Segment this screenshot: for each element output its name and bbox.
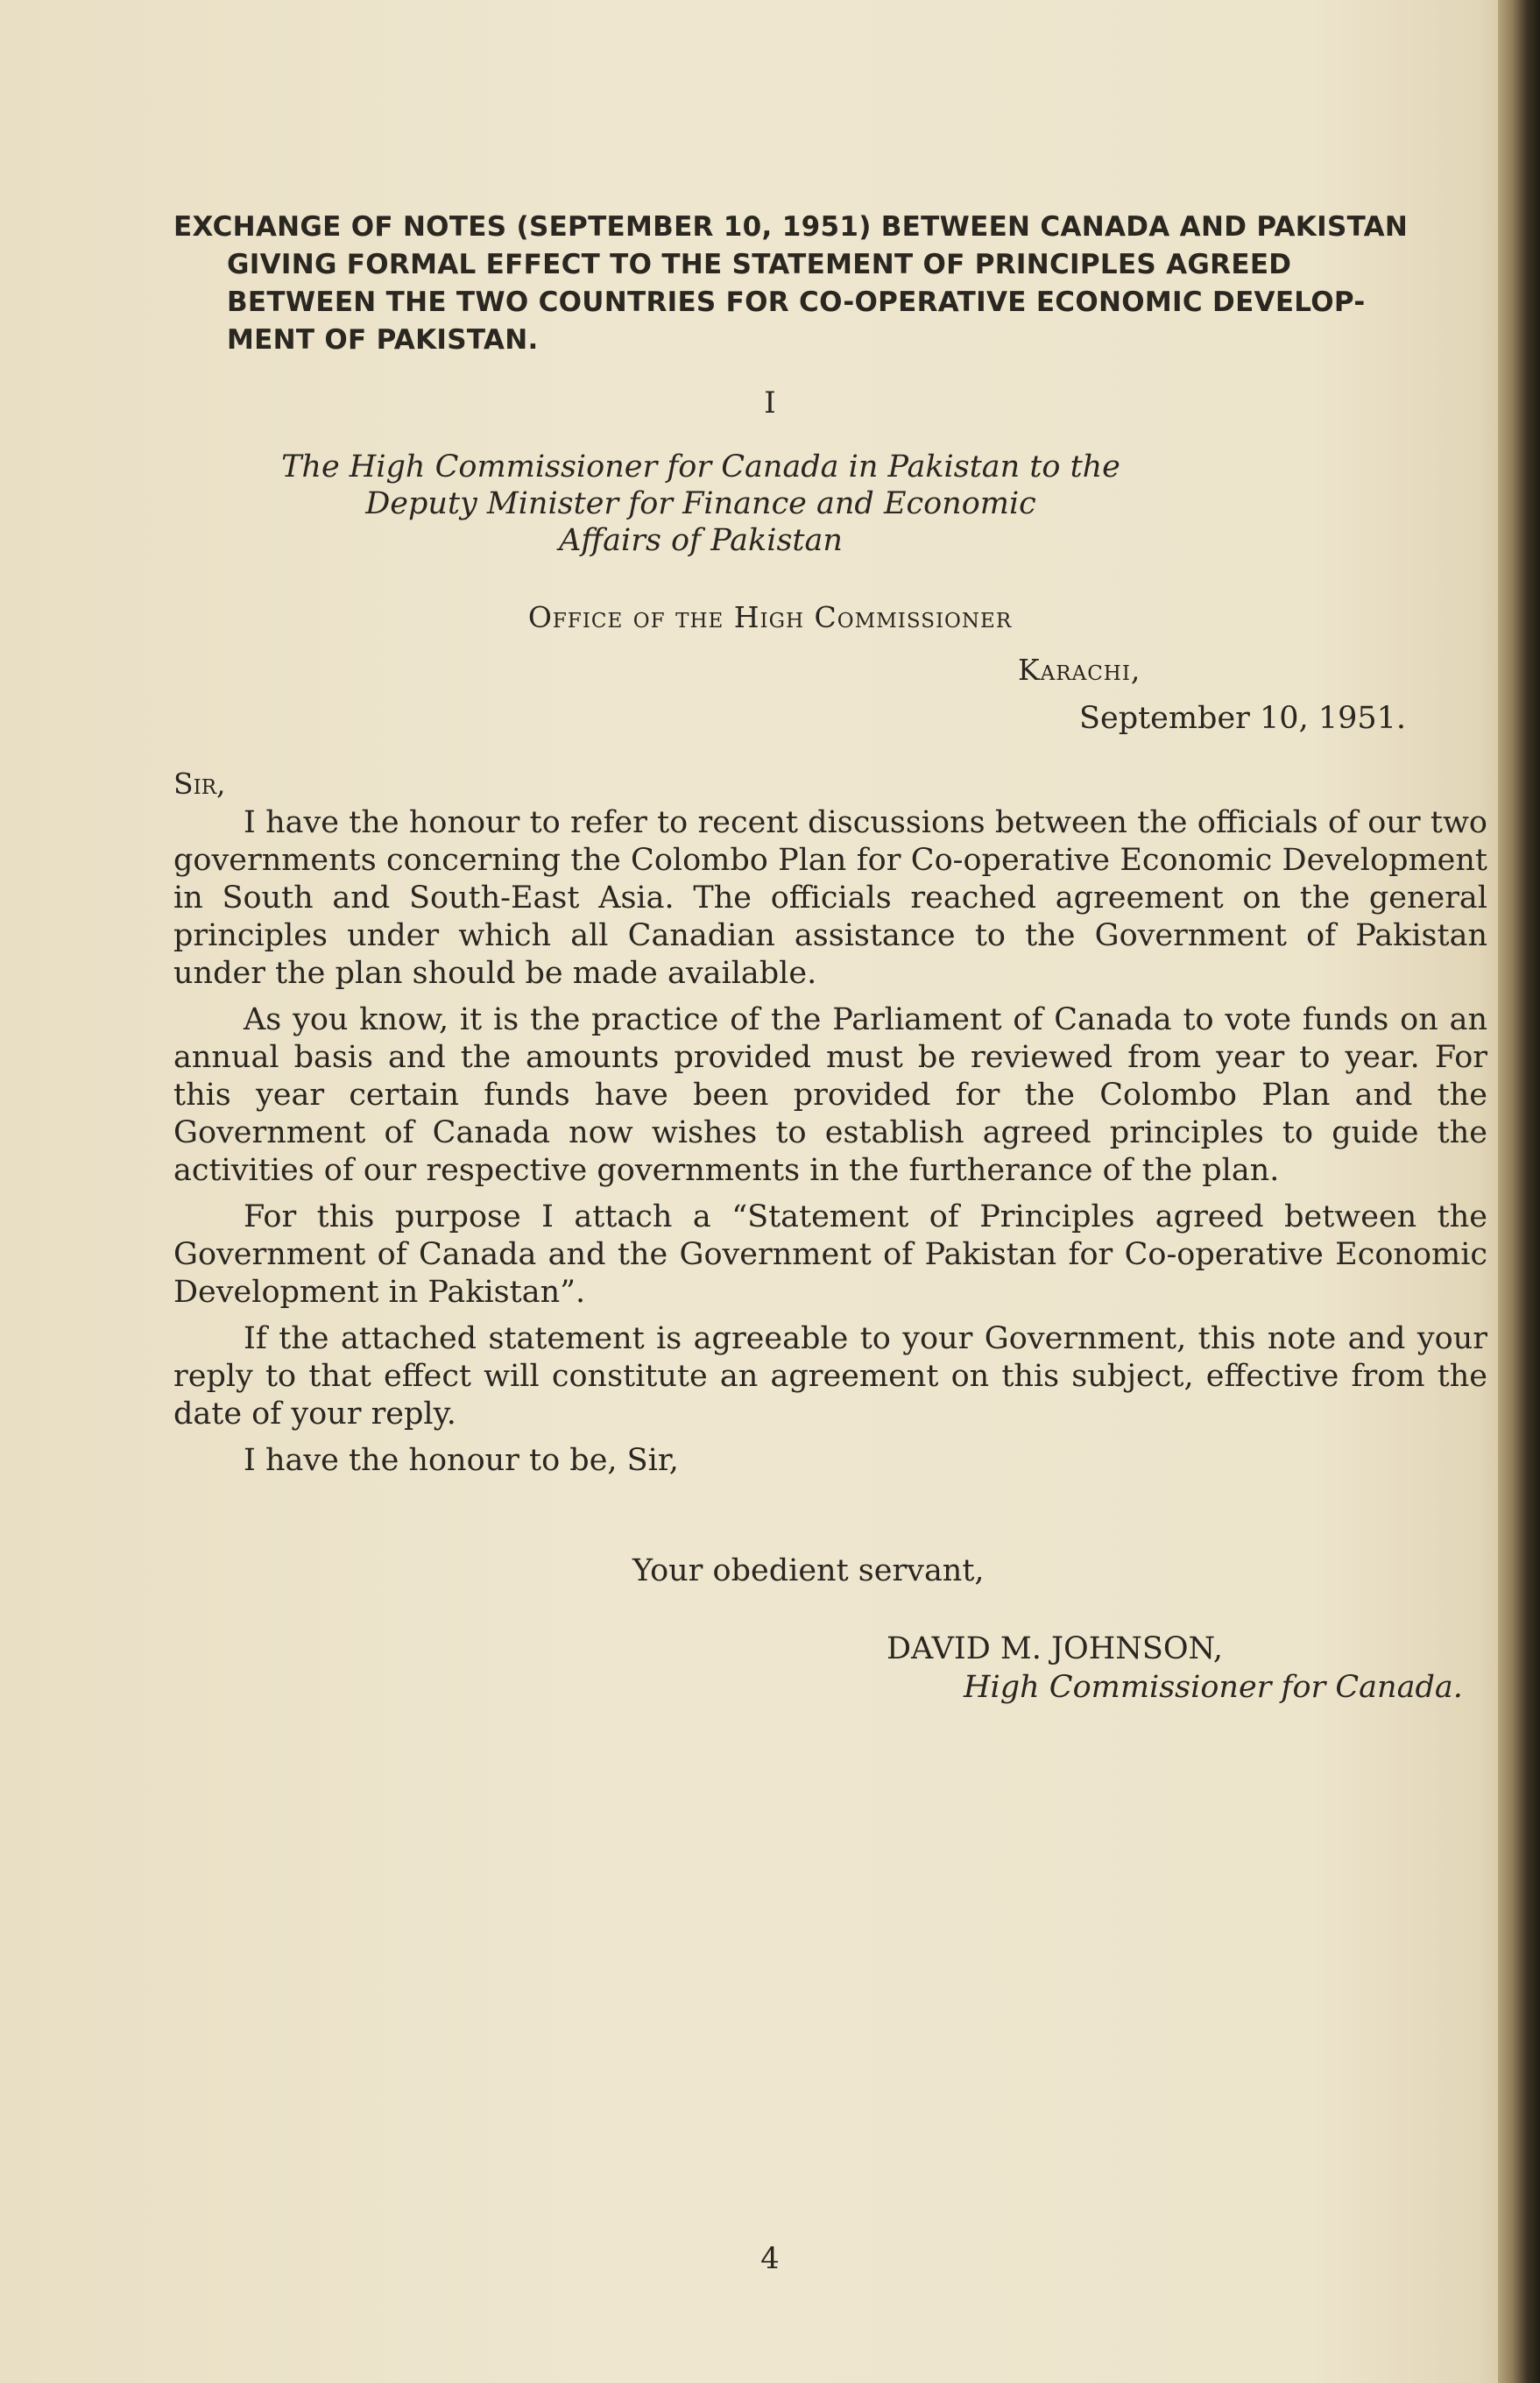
paragraph-5: I have the honour to be, Sir, xyxy=(244,1443,679,1478)
office-heading: Office of the High Commissioner xyxy=(527,600,1013,634)
salutation: Sir, xyxy=(173,767,226,801)
paragraph-3: For this purpose I attach a “Statement of Principles agreed between the Government of Canada and the Government of Pakistan for Co-operative Economic Development in Pakistan”. xyxy=(173,1199,1487,1310)
title-line-4: MENT OF PAKISTAN. xyxy=(227,324,539,356)
address-block xyxy=(263,449,1139,559)
title-line-2: GIVING FORMAL EFFECT TO THE STATEMENT OF PRINCIPLES AGREED xyxy=(227,249,1292,280)
document-title xyxy=(173,209,1505,359)
paragraph-4: If the attached statement is agreeable to your Government, this note and your reply to that effect will constitute an agreement on this subject, effective from the date of your reply. xyxy=(173,1321,1487,1432)
title-line-3: BETWEEN THE TWO COUNTRIES FOR CO-OPERATIVE ECONOMIC DEVELOP- xyxy=(227,286,1366,318)
signer-name: DAVID M. JOHNSON, xyxy=(887,1631,1224,1666)
paragraph-2: As you know, it is the practice of the Parliament of Canada to vote funds on an annual basis and the amounts provided must be reviewed from year to year. For this year certain funds have been provided for the Colombo Plan and the Government of Canada now wishes to establish agreed principles to guide the activities of our respective governments in the furtherance of the plan. xyxy=(173,1002,1487,1188)
paragraph-1: I have the honour to refer to recent discussions between the officials of our two governments concerning the Colombo Plan for Co-operative Economic Development in South and South-East Asia. The officials reached agreement on the general principles under which all Canadian assistance to the Government of Pakistan under the plan should be made available. xyxy=(173,805,1487,991)
title-line-1: EXCHANGE OF NOTES (SEPTEMBER 10, 1951) BETWEEN CANADA AND PAKISTAN xyxy=(173,211,1409,243)
address-line-1: The High Commissioner for Canada in Pakistan to the xyxy=(281,449,1120,484)
signature-block xyxy=(887,1630,1463,1707)
place-line: Karachi, xyxy=(1018,653,1141,687)
address-line-2: Deputy Minister for Finance and Economic xyxy=(365,486,1036,521)
closing-phrase: Your obedient servant, xyxy=(632,1553,985,1588)
letter-body xyxy=(173,804,1487,1488)
address-line-3: Affairs of Pakistan xyxy=(559,523,843,558)
signer-title: High Commissioner for Canada. xyxy=(964,1670,1463,1705)
page-number: 4 xyxy=(760,2241,780,2276)
section-number: I xyxy=(764,385,776,421)
date-line: September 10, 1951. xyxy=(1079,701,1407,736)
